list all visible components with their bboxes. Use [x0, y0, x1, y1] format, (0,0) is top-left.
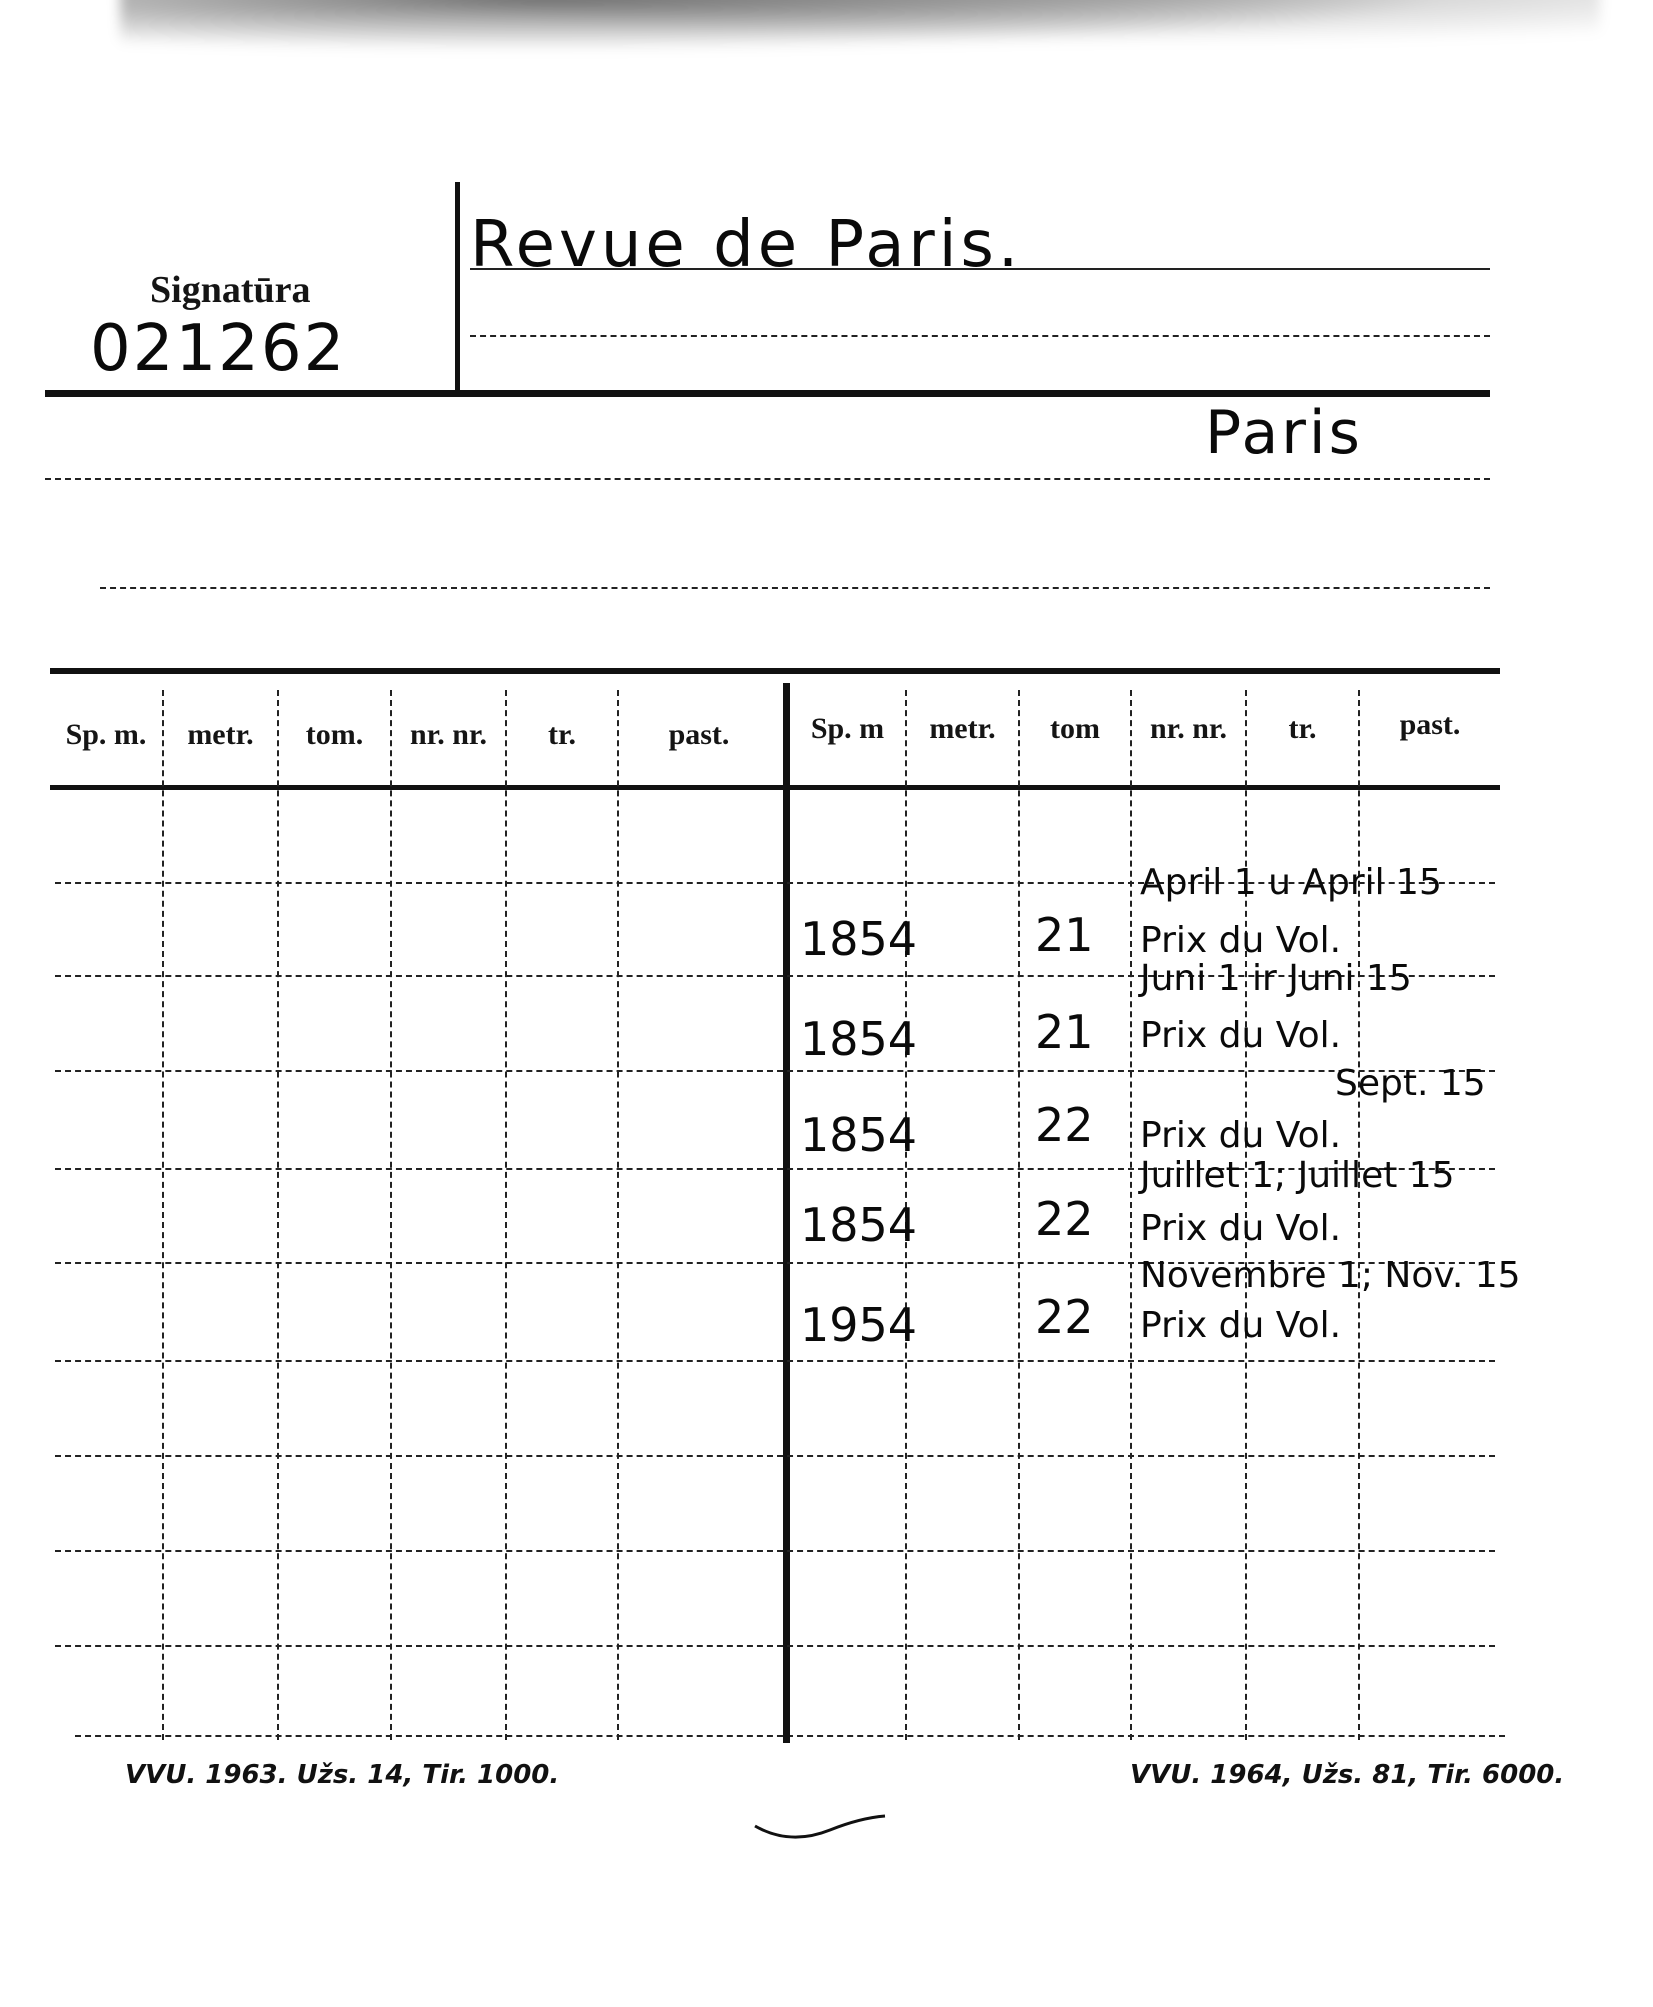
col-line: [162, 690, 164, 1740]
entry-tom: 22: [1035, 1098, 1094, 1152]
signature-value: 021262: [90, 312, 347, 386]
entry-issue-dates: Juillet 1; Juillet 15: [1140, 1155, 1455, 1196]
right-header-past: past.: [1399, 708, 1461, 741]
entry-tom: 22: [1035, 1290, 1094, 1344]
table-center-divider: [783, 683, 790, 1743]
entry-year: 1854: [800, 1198, 918, 1252]
entry-tom: 22: [1035, 1192, 1094, 1246]
entry-year: 1854: [800, 912, 918, 966]
entry-price-note: Prix du Vol.: [1140, 1305, 1342, 1346]
right-header-tom: tom: [1050, 712, 1100, 745]
blank-line-2: [100, 587, 1490, 589]
entry-price-note: Prix du Vol.: [1140, 920, 1342, 961]
left-header-sp-m: Sp. m.: [65, 718, 147, 751]
header-divider: [455, 182, 460, 390]
left-header-tr: tr.: [547, 718, 577, 751]
row-line: [55, 1455, 1495, 1457]
col-line: [1358, 690, 1360, 1740]
row-line: [55, 1645, 1495, 1647]
header-rule: [45, 390, 1490, 397]
left-header-tom: tom.: [305, 718, 364, 751]
signature-label: Signatūra: [150, 269, 311, 311]
right-header-sp-m: Sp. m: [810, 712, 885, 745]
entry-issue-dates: Sept. 15: [1335, 1063, 1486, 1104]
entry-tom: 21: [1035, 1005, 1094, 1059]
entry-tom: 21: [1035, 908, 1094, 962]
col-line: [1130, 690, 1132, 1740]
col-line: [505, 690, 507, 1740]
entry-price-note: Prix du Vol.: [1140, 1015, 1342, 1056]
footer-left-imprint: VVU. 1963. Užs. 14, Tir. 1000.: [125, 1760, 560, 1790]
left-header-metr: metr.: [187, 718, 254, 751]
header-line: [470, 335, 1490, 337]
left-header-past: past.: [668, 718, 730, 751]
table-top-rule: [50, 668, 1500, 674]
title-underline: [470, 268, 1490, 270]
pen-mark: [750, 1808, 890, 1848]
table-header-rule: [50, 785, 1500, 790]
right-header-nr-nr: nr. nr.: [1150, 712, 1227, 745]
col-line: [617, 690, 619, 1740]
entry-issue-dates: Novembre 1; Nov. 15: [1140, 1255, 1521, 1296]
right-header-metr: metr.: [929, 712, 996, 745]
entry-issue-dates: April 1 u April 15: [1140, 862, 1442, 903]
entry-price-note: Prix du Vol.: [1140, 1115, 1342, 1156]
col-line: [277, 690, 279, 1740]
place: Paris: [1205, 398, 1363, 468]
entry-price-note: Prix du Vol.: [1140, 1208, 1342, 1249]
right-header-tr: tr.: [1288, 712, 1317, 745]
footer-right-imprint: VVU. 1964, Užs. 81, Tir. 6000.: [1130, 1760, 1565, 1790]
entry-year: 1854: [800, 1108, 918, 1162]
entry-year: 1954: [800, 1298, 918, 1352]
row-line: [55, 1070, 1495, 1072]
entry-year: 1854: [800, 1012, 918, 1066]
row-line: [55, 1550, 1495, 1552]
row-line: [55, 1360, 1495, 1362]
entry-issue-dates: Juni 1 ir Juni 15: [1140, 958, 1412, 999]
scan-smudge: [120, 0, 1600, 60]
col-line: [390, 690, 392, 1740]
blank-line-1: [45, 478, 1490, 480]
col-line: [1018, 690, 1020, 1740]
journal-title: Revue de Paris.: [470, 208, 1023, 282]
table-bottom-rule: [75, 1735, 1505, 1737]
left-header-nr-nr: nr. nr.: [410, 718, 487, 751]
